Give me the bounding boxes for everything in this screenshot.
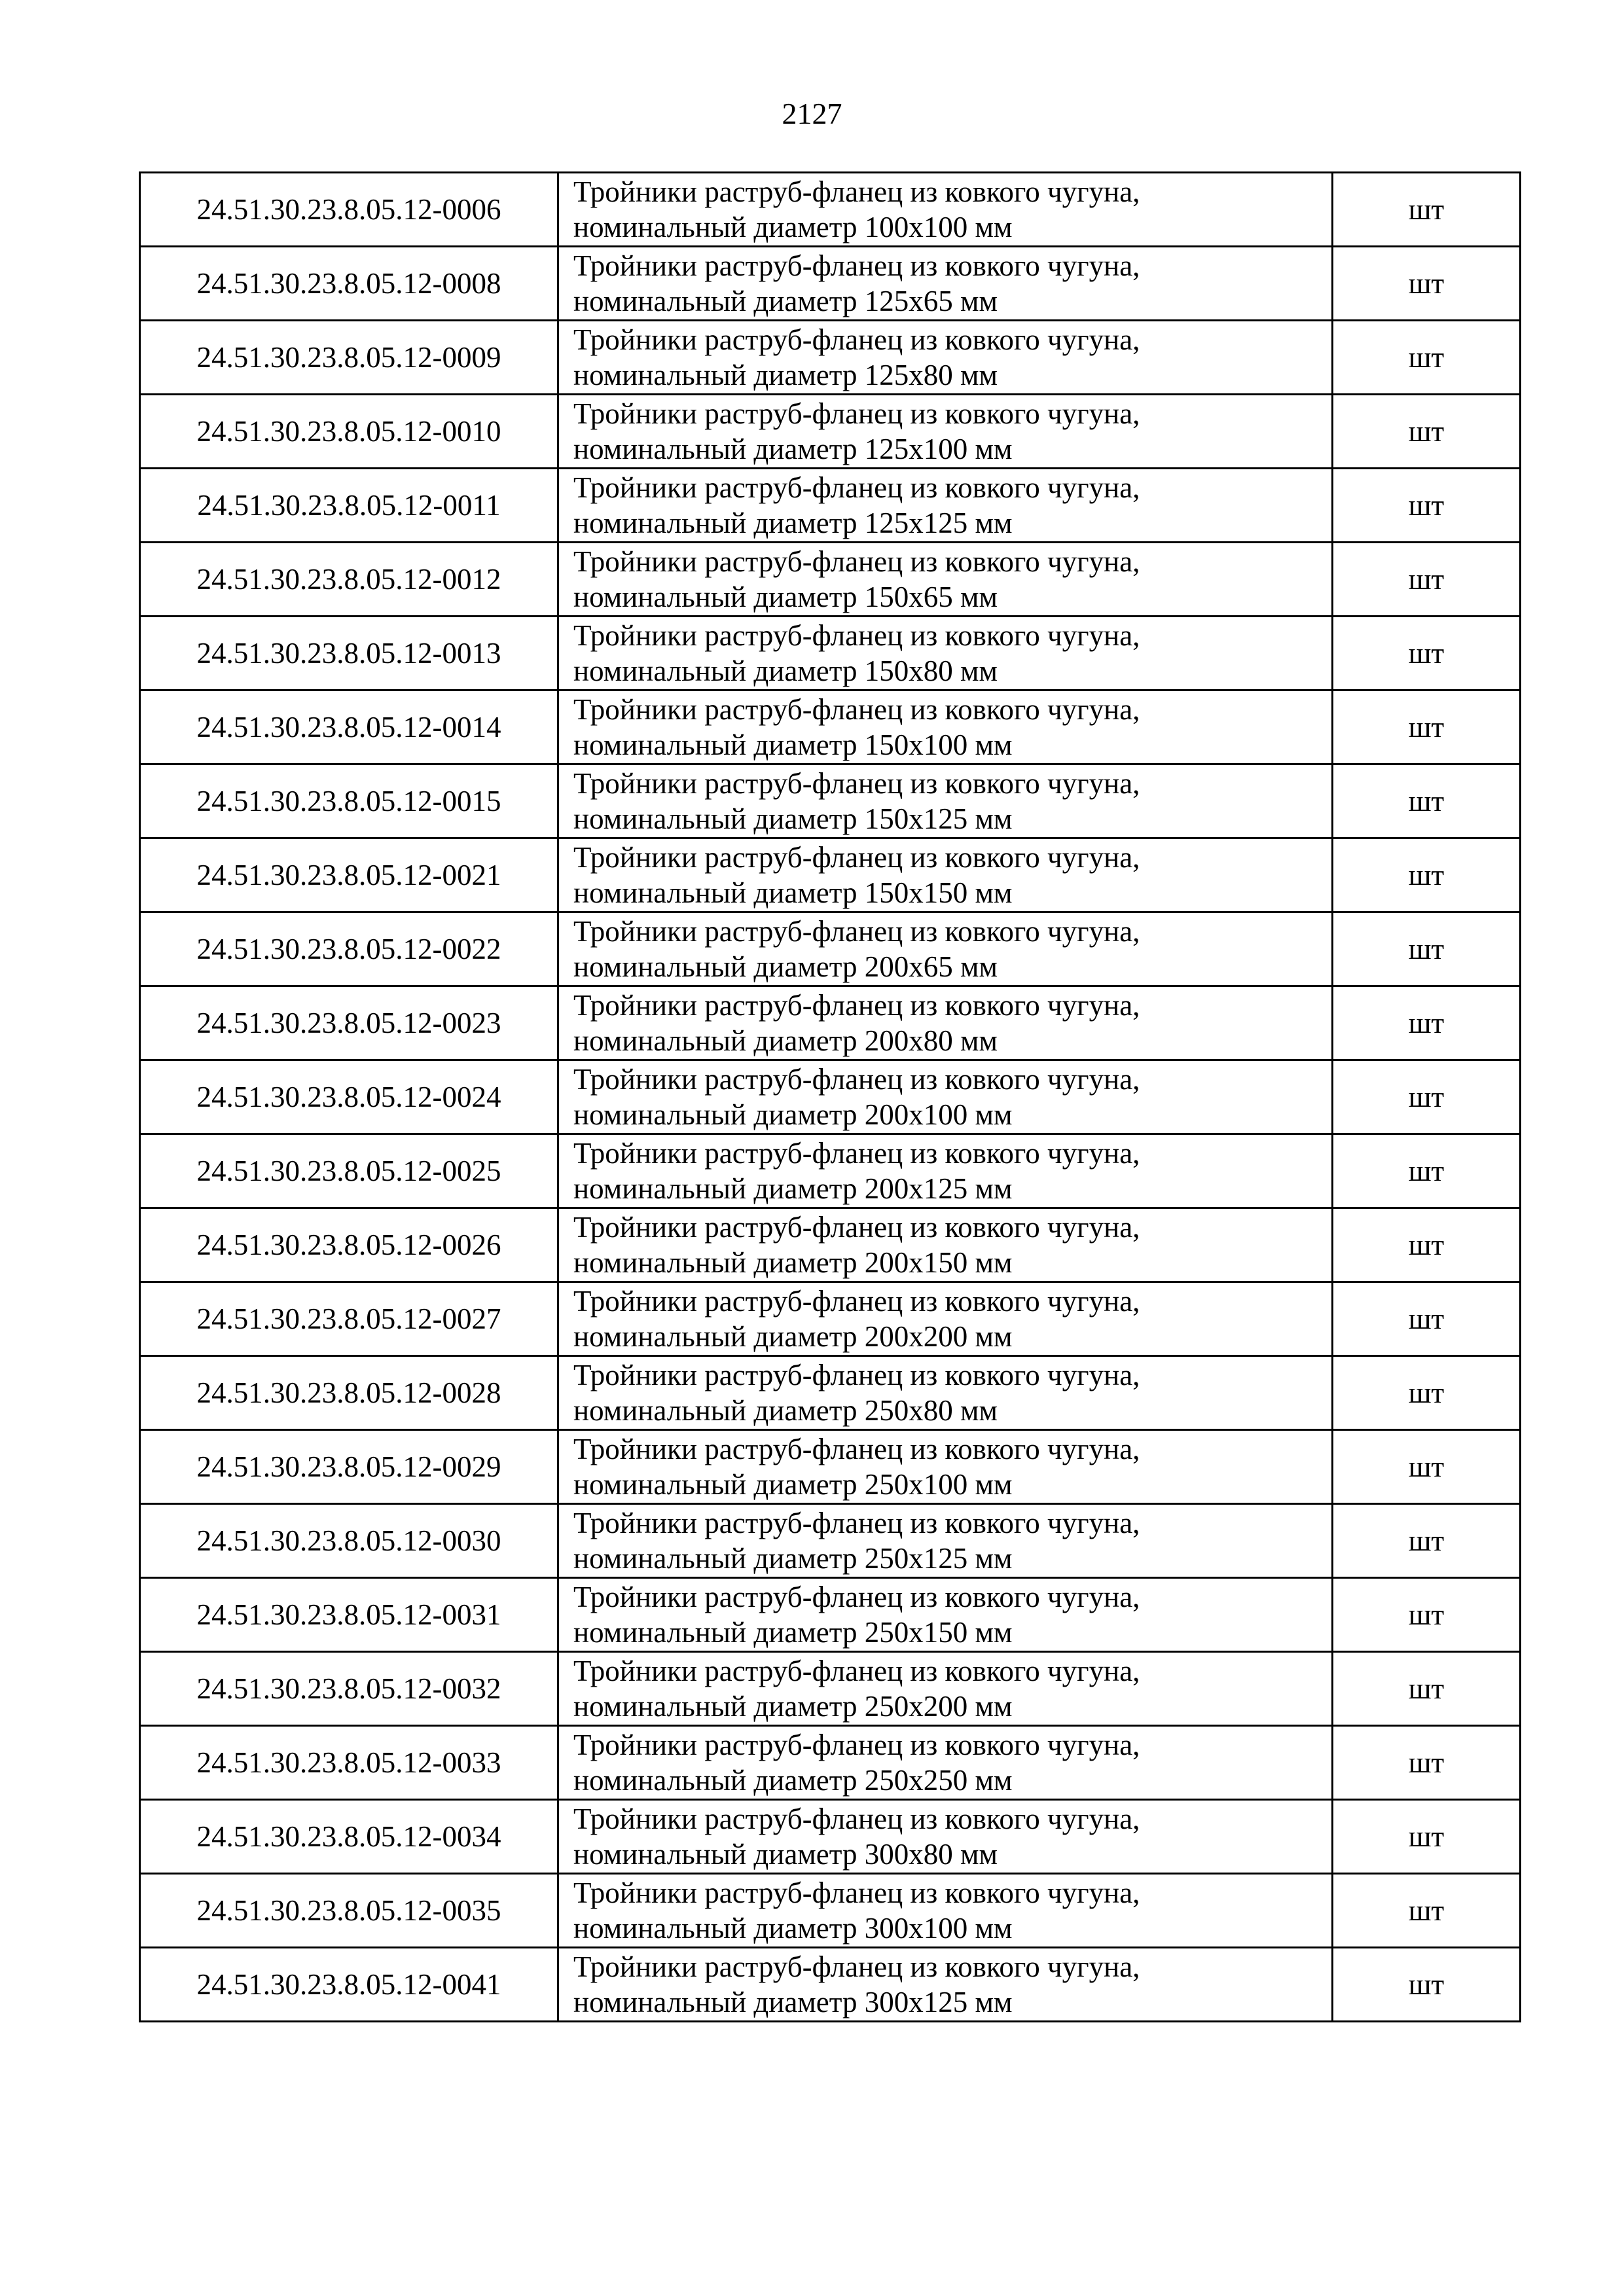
item-code-cell: 24.51.30.23.8.05.12-0031 <box>140 1578 558 1652</box>
description-line-2: номинальный диаметр 150х80 мм <box>573 655 998 687</box>
item-unit-cell: шт <box>1333 543 1521 617</box>
item-unit-cell: шт <box>1333 691 1521 764</box>
description-line-1: Тройники раструб-фланец из ковкого чугуна, <box>573 175 1140 208</box>
description-line-1: Тройники раструб-фланец из ковкого чугуна, <box>573 1285 1140 1318</box>
item-description-cell <box>558 543 1333 617</box>
description-line-1: Тройники раструб-фланец из ковкого чугуна, <box>573 1729 1140 1761</box>
table-row <box>140 1726 1521 1800</box>
item-unit-cell: шт <box>1333 247 1521 321</box>
item-description-cell <box>558 469 1333 543</box>
item-description-cell <box>558 986 1333 1060</box>
item-description-cell <box>558 1874 1333 1948</box>
table-row <box>140 1578 1521 1652</box>
table-row <box>140 1208 1521 1282</box>
description-line-1: Тройники раструб-фланец из ковкого чугуна, <box>573 841 1140 874</box>
description-line-1: Тройники раструб-фланец из ковкого чугуна, <box>573 545 1140 578</box>
item-description-cell <box>558 691 1333 764</box>
table-row <box>140 912 1521 986</box>
description-line-1: Тройники раструб-фланец из ковкого чугуна, <box>573 1507 1140 1539</box>
table-row <box>140 764 1521 838</box>
item-description-cell <box>558 395 1333 469</box>
item-code-cell: 24.51.30.23.8.05.12-0025 <box>140 1134 558 1208</box>
item-description-cell <box>558 617 1333 691</box>
item-unit-cell: шт <box>1333 1504 1521 1578</box>
description-line-1: Тройники раструб-фланец из ковкого чугуна, <box>573 1433 1140 1465</box>
item-description-cell <box>558 1282 1333 1356</box>
description-line-1: Тройники раструб-фланец из ковкого чугуна, <box>573 249 1140 282</box>
description-line-2: номинальный диаметр 125х100 мм <box>573 433 1013 465</box>
item-code-cell: 24.51.30.23.8.05.12-0014 <box>140 691 558 764</box>
item-unit-cell: шт <box>1333 1356 1521 1430</box>
description-line-2: номинальный диаметр 250х100 мм <box>573 1468 1013 1501</box>
description-line-2: номинальный диаметр 300х100 мм <box>573 1912 1013 1945</box>
item-code-cell: 24.51.30.23.8.05.12-0023 <box>140 986 558 1060</box>
table-row <box>140 1060 1521 1134</box>
item-unit-cell: шт <box>1333 838 1521 912</box>
item-description-cell <box>558 1504 1333 1578</box>
item-code-cell: 24.51.30.23.8.05.12-0012 <box>140 543 558 617</box>
description-line-2: номинальный диаметр 125х125 мм <box>573 507 1013 539</box>
description-line-2: номинальный диаметр 250х200 мм <box>573 1690 1013 1723</box>
description-line-2: номинальный диаметр 150х150 мм <box>573 876 1013 909</box>
table-row <box>140 1652 1521 1726</box>
table-row <box>140 321 1521 395</box>
item-description-cell <box>558 1652 1333 1726</box>
item-code-cell: 24.51.30.23.8.05.12-0008 <box>140 247 558 321</box>
item-unit-cell: шт <box>1333 1282 1521 1356</box>
item-unit-cell: шт <box>1333 764 1521 838</box>
item-unit-cell: шт <box>1333 1726 1521 1800</box>
item-code-cell: 24.51.30.23.8.05.12-0021 <box>140 838 558 912</box>
description-line-2: номинальный диаметр 150х100 мм <box>573 728 1013 761</box>
item-unit-cell: шт <box>1333 1578 1521 1652</box>
description-line-2: номинальный диаметр 200х200 мм <box>573 1320 1013 1353</box>
table-row <box>140 838 1521 912</box>
description-line-1: Тройники раструб-фланец из ковкого чугуна, <box>573 767 1140 800</box>
table-row <box>140 173 1521 247</box>
description-line-1: Тройники раструб-фланец из ковкого чугуна, <box>573 1803 1140 1835</box>
item-code-cell: 24.51.30.23.8.05.12-0028 <box>140 1356 558 1430</box>
description-line-2: номинальный диаметр 200х100 мм <box>573 1098 1013 1131</box>
description-line-2: номинальный диаметр 300х125 мм <box>573 1986 1013 2018</box>
item-unit-cell: шт <box>1333 1430 1521 1504</box>
table-row <box>140 395 1521 469</box>
description-line-1: Тройники раструб-фланец из ковкого чугуна, <box>573 397 1140 430</box>
item-unit-cell: шт <box>1333 1874 1521 1948</box>
description-line-1: Тройники раструб-фланец из ковкого чугуна, <box>573 1581 1140 1613</box>
description-line-1: Тройники раструб-фланец из ковкого чугуна, <box>573 619 1140 652</box>
item-code-cell: 24.51.30.23.8.05.12-0034 <box>140 1800 558 1874</box>
item-code-cell: 24.51.30.23.8.05.12-0041 <box>140 1948 558 2022</box>
description-line-2: номинальный диаметр 250х250 мм <box>573 1764 1013 1797</box>
description-line-1: Тройники раструб-фланец из ковкого чугуна, <box>573 1137 1140 1170</box>
table-row <box>140 247 1521 321</box>
table-row <box>140 1800 1521 1874</box>
item-description-cell <box>558 1356 1333 1430</box>
table-row <box>140 1356 1521 1430</box>
item-unit-cell: шт <box>1333 1134 1521 1208</box>
item-code-cell: 24.51.30.23.8.05.12-0026 <box>140 1208 558 1282</box>
item-code-cell: 24.51.30.23.8.05.12-0024 <box>140 1060 558 1134</box>
description-line-2: номинальный диаметр 300х80 мм <box>573 1838 998 1871</box>
item-unit-cell: шт <box>1333 617 1521 691</box>
description-line-2: номинальный диаметр 200х65 мм <box>573 950 998 983</box>
table-row <box>140 1504 1521 1578</box>
item-code-cell: 24.51.30.23.8.05.12-0009 <box>140 321 558 395</box>
description-line-1: Тройники раструб-фланец из ковкого чугуна, <box>573 471 1140 504</box>
item-code-cell: 24.51.30.23.8.05.12-0011 <box>140 469 558 543</box>
item-code-cell: 24.51.30.23.8.05.12-0010 <box>140 395 558 469</box>
item-code-cell: 24.51.30.23.8.05.12-0022 <box>140 912 558 986</box>
description-line-1: Тройники раструб-фланец из ковкого чугуна, <box>573 1359 1140 1391</box>
item-code-cell: 24.51.30.23.8.05.12-0033 <box>140 1726 558 1800</box>
item-unit-cell: шт <box>1333 986 1521 1060</box>
description-line-1: Тройники раструб-фланец из ковкого чугуна, <box>573 1063 1140 1096</box>
item-unit-cell: шт <box>1333 1060 1521 1134</box>
item-unit-cell: шт <box>1333 1208 1521 1282</box>
description-line-2: номинальный диаметр 200х150 мм <box>573 1246 1013 1279</box>
item-description-cell <box>558 1948 1333 2022</box>
item-description-cell <box>558 1060 1333 1134</box>
item-description-cell <box>558 321 1333 395</box>
item-description-cell <box>558 1430 1333 1504</box>
description-line-2: номинальный диаметр 200х125 мм <box>573 1172 1013 1205</box>
item-unit-cell: шт <box>1333 395 1521 469</box>
item-description-cell <box>558 1578 1333 1652</box>
item-description-cell <box>558 247 1333 321</box>
item-code-cell: 24.51.30.23.8.05.12-0029 <box>140 1430 558 1504</box>
item-unit-cell: шт <box>1333 1800 1521 1874</box>
item-description-cell <box>558 173 1333 247</box>
page-number: 2127 <box>782 97 842 130</box>
item-code-cell: 24.51.30.23.8.05.12-0013 <box>140 617 558 691</box>
table-row <box>140 617 1521 691</box>
description-line-2: номинальный диаметр 200х80 мм <box>573 1024 998 1057</box>
item-code-cell: 24.51.30.23.8.05.12-0030 <box>140 1504 558 1578</box>
item-description-cell <box>558 1208 1333 1282</box>
description-line-2: номинальный диаметр 250х150 мм <box>573 1616 1013 1649</box>
table-row <box>140 469 1521 543</box>
description-line-2: номинальный диаметр 150х65 мм <box>573 581 998 613</box>
description-line-1: Тройники раструб-фланец из ковкого чугуна, <box>573 1655 1140 1687</box>
description-line-2: номинальный диаметр 150х125 мм <box>573 802 1013 835</box>
table-row <box>140 1430 1521 1504</box>
table-row <box>140 691 1521 764</box>
item-description-cell <box>558 1134 1333 1208</box>
item-unit-cell: шт <box>1333 1652 1521 1726</box>
item-code-cell: 24.51.30.23.8.05.12-0032 <box>140 1652 558 1726</box>
table-row <box>140 1874 1521 1948</box>
item-unit-cell: шт <box>1333 321 1521 395</box>
item-unit-cell: шт <box>1333 469 1521 543</box>
item-description-cell <box>558 1800 1333 1874</box>
item-unit-cell: шт <box>1333 912 1521 986</box>
description-line-1: Тройники раструб-фланец из ковкого чугуна, <box>573 1211 1140 1244</box>
items-table <box>139 171 1521 2022</box>
description-line-2: номинальный диаметр 125х65 мм <box>573 285 998 317</box>
item-code-cell: 24.51.30.23.8.05.12-0006 <box>140 173 558 247</box>
item-unit-cell: шт <box>1333 173 1521 247</box>
table-row <box>140 986 1521 1060</box>
table-row <box>140 1282 1521 1356</box>
description-line-1: Тройники раструб-фланец из ковкого чугуна, <box>573 323 1140 356</box>
description-line-2: номинальный диаметр 250х80 мм <box>573 1394 998 1427</box>
description-line-2: номинальный диаметр 250х125 мм <box>573 1542 1013 1575</box>
table-row <box>140 1948 1521 2022</box>
table-row <box>140 543 1521 617</box>
description-line-1: Тройники раструб-фланец из ковкого чугуна, <box>573 989 1140 1022</box>
description-line-1: Тройники раструб-фланец из ковкого чугуна, <box>573 1876 1140 1909</box>
item-code-cell: 24.51.30.23.8.05.12-0027 <box>140 1282 558 1356</box>
table-row <box>140 1134 1521 1208</box>
item-code-cell: 24.51.30.23.8.05.12-0035 <box>140 1874 558 1948</box>
description-line-1: Тройники раструб-фланец из ковкого чугуна, <box>573 693 1140 726</box>
items-table-body <box>140 173 1521 2022</box>
item-description-cell <box>558 912 1333 986</box>
item-description-cell <box>558 1726 1333 1800</box>
item-description-cell <box>558 838 1333 912</box>
item-code-cell: 24.51.30.23.8.05.12-0015 <box>140 764 558 838</box>
description-line-2: номинальный диаметр 100х100 мм <box>573 211 1013 243</box>
description-line-2: номинальный диаметр 125х80 мм <box>573 359 998 391</box>
description-line-1: Тройники раструб-фланец из ковкого чугуна, <box>573 915 1140 948</box>
item-unit-cell: шт <box>1333 1948 1521 2022</box>
item-description-cell <box>558 764 1333 838</box>
description-line-1: Тройники раструб-фланец из ковкого чугуна, <box>573 1950 1140 1983</box>
